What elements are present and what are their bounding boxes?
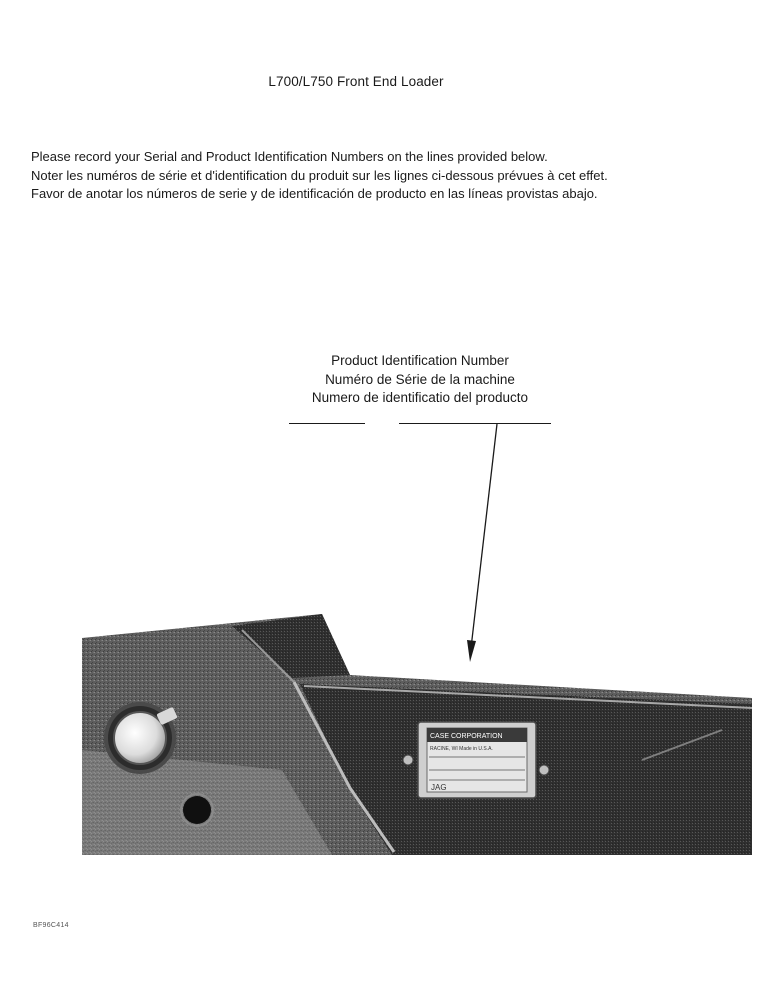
loader-photo [82, 600, 752, 855]
pin-label-english: Product Identification Number [331, 353, 509, 368]
pin-label-french: Numéro de Série de la machine [325, 371, 515, 387]
pin-label-block [280, 352, 560, 408]
serial-plate [403, 722, 549, 798]
plate-header-text: CASE CORPORATION [430, 733, 503, 740]
plate-rivet-left [403, 755, 413, 765]
pin-entry-line-long[interactable] [399, 423, 551, 424]
instructions-block [31, 148, 608, 204]
plate-rivet-right [539, 765, 549, 775]
instruction-line-spanish: Favor de anotar los números de serie y de identificación de producto en las líneas provistas abajo. [31, 186, 598, 201]
instruction-line-french: Noter les numéros de série et d'identification du produit sur les lignes ci-dessous prévues à cet effet. [31, 167, 608, 183]
pin-entry-line-short[interactable] [289, 423, 365, 424]
figure-code: BF96C414 [33, 922, 69, 929]
pin-label-spanish: Numero de identificatio del producto [311, 390, 529, 405]
plate-code-text: JAG [431, 783, 447, 792]
document-title: L700/L750 Front End Loader [268, 74, 444, 89]
plate-subheader-text: RACINE, WI Made in U.S.A. [430, 746, 493, 752]
instruction-line-english: Please record your Serial and Product Identification Numbers on the lines provided below. [31, 149, 548, 164]
